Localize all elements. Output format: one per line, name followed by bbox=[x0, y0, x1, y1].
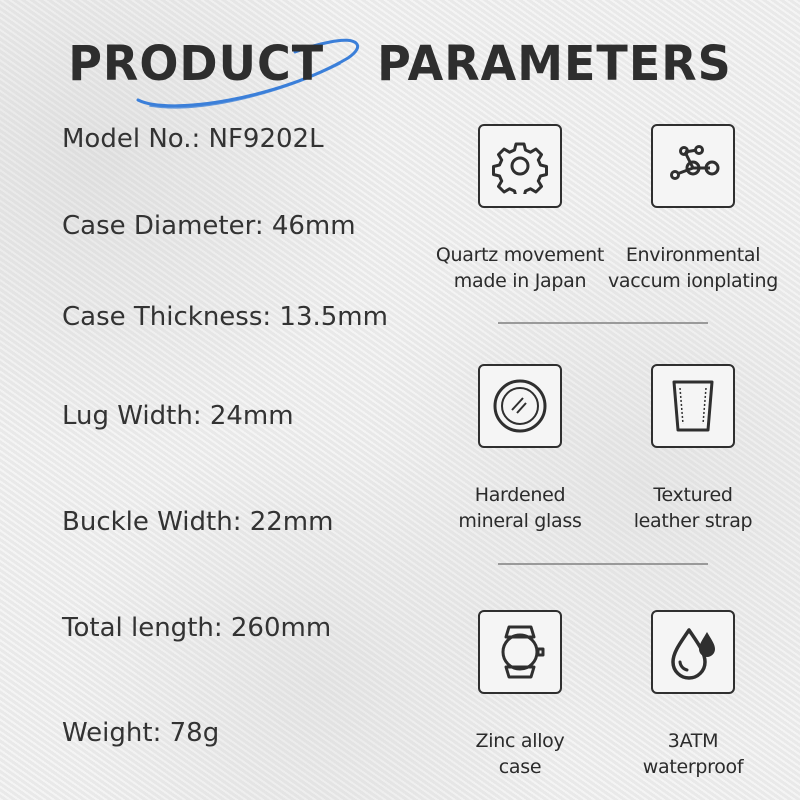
feature-label-line2: made in Japan bbox=[453, 270, 587, 292]
feature-label-line1: 3ATM bbox=[667, 730, 719, 752]
feature-label-line1: Zinc alloy bbox=[475, 730, 565, 752]
param-buckle-width: Buckle Width: 22mm bbox=[62, 507, 334, 537]
molecule-icon bbox=[651, 124, 735, 208]
feature-label-line2: vaccum ionplating bbox=[607, 270, 779, 292]
page-title bbox=[0, 18, 800, 108]
feature-quartz-movement bbox=[430, 124, 610, 294]
feature-ion-plating bbox=[603, 124, 783, 294]
title-word-product: PRODUCT bbox=[68, 34, 325, 92]
divider bbox=[498, 322, 708, 324]
watch-case-icon bbox=[478, 610, 562, 694]
feature-waterproof bbox=[603, 610, 783, 780]
param-model: Model No.: NF9202L bbox=[62, 124, 324, 154]
title-word-parameters: PARAMETERS bbox=[377, 34, 732, 92]
feature-leather-strap bbox=[603, 364, 783, 534]
gear-icon bbox=[478, 124, 562, 208]
feature-label-line1: Textured bbox=[653, 484, 733, 506]
param-case-thickness: Case Thickness: 13.5mm bbox=[62, 302, 388, 332]
feature-label-line2: waterproof bbox=[642, 756, 744, 778]
param-total-length: Total length: 260mm bbox=[62, 613, 332, 643]
feature-zinc-alloy-case bbox=[430, 610, 610, 780]
divider bbox=[498, 563, 708, 565]
feature-label-line2: leather strap bbox=[633, 510, 753, 532]
water-drop-icon bbox=[651, 610, 735, 694]
feature-label-line1: Environmental bbox=[625, 244, 761, 266]
feature-mineral-glass bbox=[430, 364, 610, 534]
feature-label-line2: mineral glass bbox=[458, 510, 582, 532]
strap-icon bbox=[651, 364, 735, 448]
param-weight: Weight: 78g bbox=[62, 718, 220, 748]
feature-label-line1: Quartz movement bbox=[435, 244, 605, 266]
param-case-diameter: Case Diameter: 46mm bbox=[62, 211, 356, 241]
glass-lens-icon bbox=[478, 364, 562, 448]
feature-label-line2: case bbox=[498, 756, 542, 778]
feature-label-line1: Hardened bbox=[474, 484, 566, 506]
param-lug-width: Lug Width: 24mm bbox=[62, 401, 294, 431]
